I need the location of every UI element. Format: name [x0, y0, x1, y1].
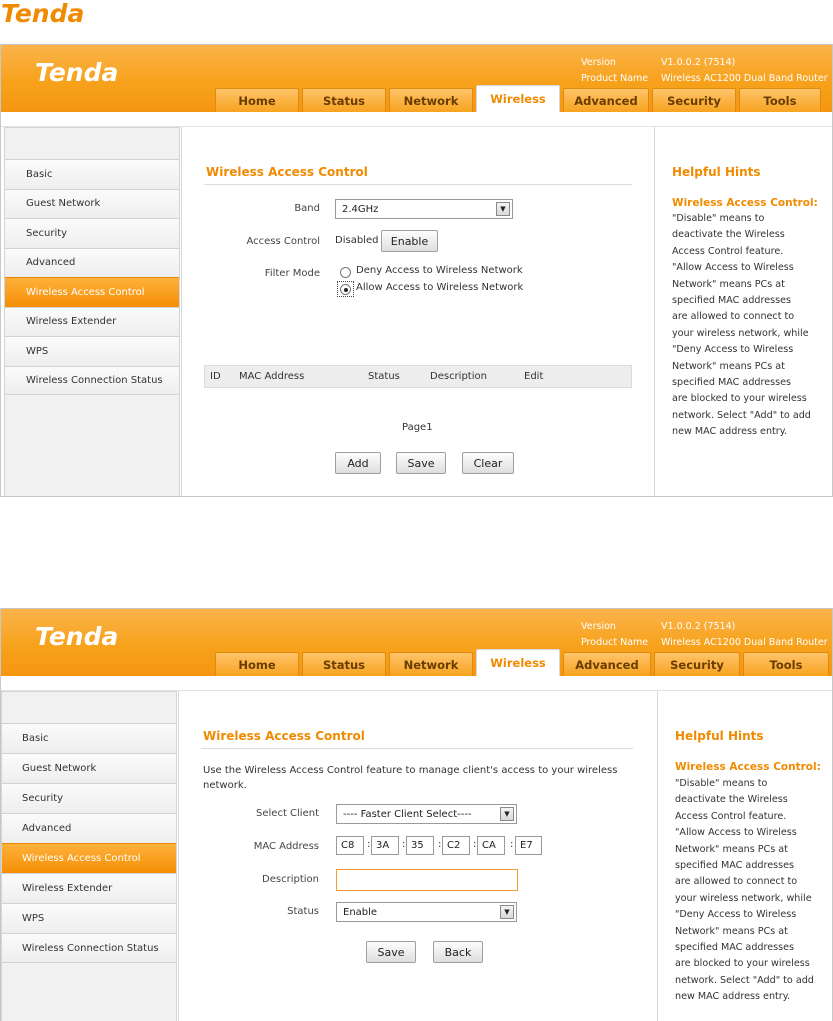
hint-line: deactivate the Wireless — [675, 794, 788, 806]
product-name-value: Wireless AC1200 Dual Band Router — [661, 73, 828, 84]
deny-access-label: Deny Access to Wireless Network — [356, 265, 523, 276]
chevron-down-icon: ▼ — [500, 905, 514, 919]
sidebar-item-basic[interactable]: Basic — [5, 159, 179, 189]
screenshot-access-control-list — [0, 44, 833, 497]
hint-line: new MAC address entry. — [675, 991, 791, 1003]
mac-table-header — [204, 365, 632, 388]
intro-text — [203, 763, 617, 793]
helpful-hints-panel — [654, 127, 833, 497]
hint-line: Network" means PCs at — [672, 278, 785, 290]
sidebar-item-security[interactable]: Security — [2, 783, 176, 813]
main-tabs — [215, 85, 824, 112]
hint-line: new MAC address entry. — [672, 426, 788, 438]
mac-separator: : — [510, 839, 514, 850]
band-select[interactable] — [335, 199, 513, 219]
sidebar-item-advanced[interactable]: Advanced — [2, 813, 176, 843]
status-select-value: Enable — [343, 906, 378, 918]
intro-line: Use the Wireless Access Control feature to manage client's access to your wireless — [203, 765, 618, 776]
select-client-value: ---- Faster Client Select---- — [343, 808, 472, 820]
tab-network[interactable]: Network — [389, 652, 473, 676]
access-control-label: Access Control — [246, 236, 320, 247]
mac-separator: : — [367, 839, 371, 850]
tab-security[interactable]: Security — [652, 88, 736, 112]
save-button[interactable]: Save — [366, 941, 416, 963]
col-mac-address: MAC Address — [239, 371, 305, 382]
version-value: V1.0.0.2 (7514) — [661, 621, 736, 632]
page-title: Wireless Access Control — [203, 729, 365, 743]
status-select[interactable] — [336, 902, 517, 922]
sidebar — [1, 691, 177, 1021]
mac-address-label: MAC Address — [253, 841, 319, 852]
tab-advanced[interactable]: Advanced — [563, 652, 651, 676]
mac-separator: : — [473, 839, 477, 850]
tab-tools[interactable]: Tools — [743, 652, 829, 676]
header-logo — [33, 57, 149, 87]
sidebar-item-security[interactable]: Security — [5, 218, 179, 248]
hint-line: specified MAC addresses — [672, 377, 792, 389]
tab-advanced[interactable]: Advanced — [563, 88, 649, 112]
header-bar — [1, 609, 832, 676]
allow-access-label: Allow Access to Wireless Network — [356, 282, 524, 293]
hint-line: "Deny Access to Wireless — [672, 344, 794, 356]
select-client-dropdown[interactable] — [336, 804, 517, 824]
hint-line: Network" means PCs at — [675, 843, 788, 855]
hint-line: are blocked to your wireless — [675, 958, 810, 970]
add-button[interactable]: Add — [335, 452, 381, 474]
page-title: Wireless Access Control — [206, 165, 368, 179]
hint-line: network. Select "Add" to add — [675, 974, 814, 986]
svg-text:Tenda: Tenda — [35, 58, 119, 87]
sidebar-item-wireless-connection-status[interactable]: Wireless Connection Status — [5, 366, 179, 396]
mac-separator: : — [438, 839, 442, 850]
hints-title: Helpful Hints — [675, 729, 764, 743]
deny-access-radio[interactable] — [340, 267, 351, 278]
pagination[interactable]: Page1 — [402, 422, 433, 433]
col-id: ID — [210, 371, 221, 382]
col-description: Description — [430, 371, 487, 382]
col-edit: Edit — [524, 371, 544, 382]
version-label: Version — [581, 621, 616, 632]
mac-octet-1[interactable]: C8 — [336, 836, 364, 855]
version-value: V1.0.0.2 (7514) — [661, 57, 736, 68]
save-button[interactable]: Save — [396, 452, 446, 474]
sidebar-item-guest-network[interactable]: Guest Network — [5, 189, 179, 219]
sidebar-item-wireless-access-control[interactable]: Wireless Access Control — [2, 843, 176, 873]
hints-subtitle: Wireless Access Control: — [675, 761, 821, 773]
sidebar-item-advanced[interactable]: Advanced — [5, 248, 179, 278]
clear-button[interactable]: Clear — [462, 452, 514, 474]
access-control-state: Disabled — [335, 235, 379, 246]
hint-line: "Allow Access to Wireless — [672, 262, 794, 274]
hint-line: "Disable" means to — [672, 213, 765, 224]
tab-network[interactable]: Network — [389, 88, 473, 112]
hints-title: Helpful Hints — [672, 165, 761, 179]
mac-octet-6[interactable]: E7 — [515, 836, 542, 855]
product-name-value: Wireless AC1200 Dual Band Router — [661, 637, 828, 648]
sidebar-item-wireless-extender[interactable]: Wireless Extender — [2, 873, 176, 903]
sidebar-top — [2, 692, 176, 723]
tab-status[interactable]: Status — [302, 652, 386, 676]
hint-line: specified MAC addresses — [675, 942, 795, 954]
sidebar-item-wps[interactable]: WPS — [2, 903, 176, 933]
sidebar-item-wireless-extender[interactable]: Wireless Extender — [5, 307, 179, 337]
title-divider — [201, 748, 633, 749]
allow-access-radio[interactable] — [340, 284, 351, 295]
tab-status[interactable]: Status — [302, 88, 386, 112]
band-select-value: 2.4GHz — [342, 203, 379, 215]
mac-octet-5[interactable]: CA — [477, 836, 505, 855]
sidebar-item-wireless-connection-status[interactable]: Wireless Connection Status — [2, 933, 176, 963]
sidebar — [4, 127, 180, 497]
hints-text — [672, 211, 832, 441]
hint-line: Access Control feature. — [672, 245, 784, 257]
tab-home[interactable]: Home — [215, 652, 299, 676]
description-input[interactable] — [336, 869, 518, 891]
header-bar — [1, 45, 832, 112]
hint-line: Access Control feature. — [675, 810, 787, 822]
band-label: Band — [294, 203, 320, 214]
hint-line: Network" means PCs at — [675, 925, 788, 937]
hint-line: network. Select "Add" to add — [672, 409, 811, 421]
hint-line: Network" means PCs at — [672, 360, 785, 372]
sidebar-item-guest-network[interactable]: Guest Network — [2, 753, 176, 783]
sub-header-bar — [1, 676, 832, 691]
hint-line: "Disable" means to — [675, 778, 768, 789]
hint-line: your wireless network, while — [675, 892, 812, 904]
hint-line: specified MAC addresses — [675, 860, 795, 872]
hint-line: are blocked to your wireless — [672, 393, 807, 405]
mac-octet-4[interactable]: C2 — [442, 836, 470, 855]
screenshot-add-mac-entry — [0, 608, 833, 1021]
product-name-label: Product Name — [581, 637, 649, 648]
hint-line: "Allow Access to Wireless — [675, 827, 797, 839]
helpful-hints-panel — [657, 691, 833, 1021]
enable-button[interactable]: Enable — [381, 230, 438, 252]
sidebar-item-wireless-access-control[interactable]: Wireless Access Control — [5, 277, 179, 307]
back-button[interactable]: Back — [433, 941, 483, 963]
main-content — [178, 691, 656, 1021]
intro-line: network. — [203, 780, 247, 791]
chevron-down-icon: ▼ — [500, 807, 514, 821]
hint-line: specified MAC addresses — [672, 295, 792, 307]
title-divider — [204, 184, 632, 185]
mac-separator: : — [402, 839, 406, 850]
main-tabs — [215, 649, 832, 676]
tab-home[interactable]: Home — [215, 88, 299, 112]
sidebar-item-basic[interactable]: Basic — [2, 723, 176, 753]
status-label: Status — [287, 906, 319, 917]
product-name-label: Product Name — [581, 73, 649, 84]
tab-wireless[interactable]: Wireless — [476, 85, 560, 112]
svg-text:Tenda: Tenda — [1, 0, 85, 28]
tenda-logo — [0, 0, 115, 28]
mac-octet-3[interactable]: 35 — [406, 836, 434, 855]
tab-security[interactable]: Security — [654, 652, 740, 676]
sidebar-top — [5, 128, 179, 159]
tab-tools[interactable]: Tools — [739, 88, 821, 112]
mac-octet-2[interactable]: 3A — [371, 836, 399, 855]
hint-line: are allowed to connect to — [672, 311, 795, 323]
filter-mode-label: Filter Mode — [264, 268, 320, 279]
chevron-down-icon: ▼ — [496, 202, 510, 216]
hints-subtitle: Wireless Access Control: — [672, 197, 818, 209]
col-status: Status — [368, 371, 400, 382]
sub-header-bar — [1, 112, 832, 127]
header-logo — [33, 621, 149, 651]
select-client-label: Select Client — [256, 808, 319, 819]
hint-line: are allowed to connect to — [675, 876, 798, 888]
hint-line: your wireless network, while — [672, 327, 809, 339]
tab-wireless[interactable]: Wireless — [476, 649, 560, 676]
sidebar-item-wps[interactable]: WPS — [5, 336, 179, 366]
hints-text — [675, 776, 833, 1006]
description-label: Description — [262, 874, 319, 885]
version-label: Version — [581, 57, 616, 68]
hint-line: deactivate the Wireless — [672, 229, 785, 241]
svg-text:Tenda: Tenda — [35, 622, 119, 651]
main-content — [181, 127, 654, 497]
hint-line: "Deny Access to Wireless — [675, 909, 797, 921]
